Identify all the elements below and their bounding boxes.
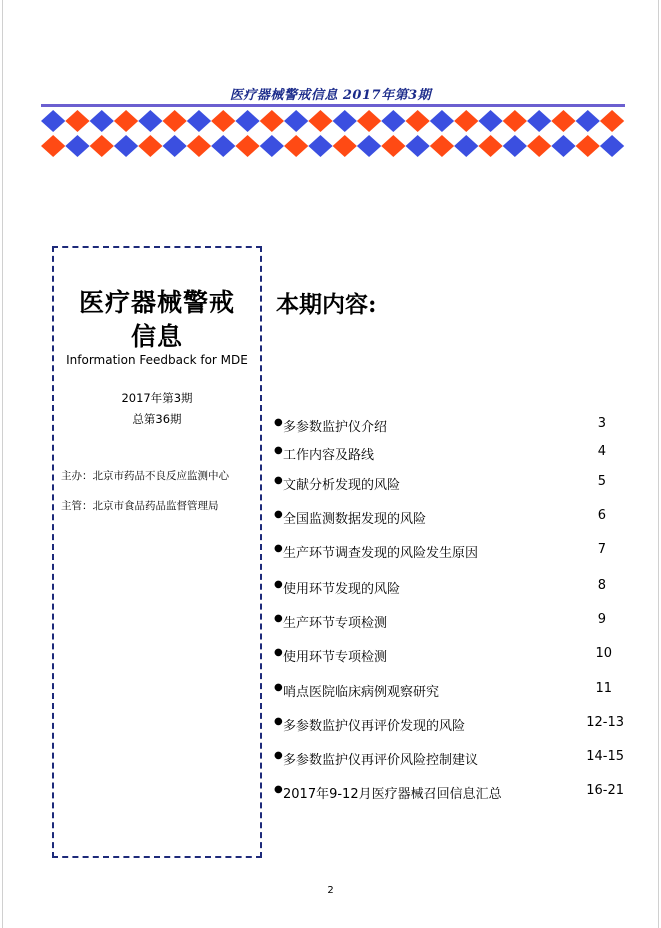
bullet-icon: ● xyxy=(274,475,283,486)
bullet-icon: ● xyxy=(274,784,283,795)
diamond-shape xyxy=(503,110,527,132)
diamond-shape xyxy=(381,110,405,132)
diamond-shape xyxy=(381,135,405,157)
toc-item-page: 6 xyxy=(597,508,606,523)
diamond-shape xyxy=(406,110,430,132)
bullet-icon: ● xyxy=(274,509,283,520)
toc-item[interactable] xyxy=(274,444,604,464)
toc-item[interactable] xyxy=(274,749,624,769)
publication-title-line2: 信息 xyxy=(130,322,183,351)
toc-item-label: 生产环节专项检测 xyxy=(283,616,388,631)
diamond-shape xyxy=(600,110,624,132)
diamond-shape xyxy=(163,110,187,132)
toc-item-page: 8 xyxy=(597,578,606,593)
diamond-shape xyxy=(576,135,600,157)
toc-item-label: 多参数监护仪介绍 xyxy=(283,420,388,435)
publication-title-line1: 医疗器械警戒 xyxy=(78,288,235,317)
toc-item[interactable] xyxy=(274,578,604,598)
bullet-icon: ● xyxy=(274,417,283,428)
toc-item-label: 文献分析发现的风险 xyxy=(283,478,401,493)
diamond-shape xyxy=(90,110,114,132)
toc-item-page: 4 xyxy=(597,444,606,459)
toc-item-page: 7 xyxy=(597,542,606,557)
diamond-shape xyxy=(527,110,551,132)
diamond-shape xyxy=(333,135,357,157)
issue-number: 2017年第3期 xyxy=(121,391,193,405)
bullet-icon: ● xyxy=(274,613,283,624)
toc-item-page: 11 xyxy=(595,681,612,696)
toc-item[interactable] xyxy=(274,715,624,735)
running-header-title: 医疗器械警戒信息 2017年第3期 xyxy=(229,88,432,103)
diamond-shape xyxy=(138,110,162,132)
toc-item-page: 16-21 xyxy=(586,783,624,798)
diamond-shape xyxy=(308,135,332,157)
toc-item-page: 10 xyxy=(595,646,612,661)
toc-item-label: 多参数监护仪再评价风险控制建议 xyxy=(283,753,479,768)
diamond-shape xyxy=(357,110,381,132)
diamond-shape xyxy=(90,135,114,157)
header-rule xyxy=(41,104,625,107)
diamond-shape xyxy=(187,110,211,132)
diamond-shape xyxy=(163,135,187,157)
diamond-shape xyxy=(41,135,65,157)
bullet-icon: ● xyxy=(274,647,283,658)
bullet-icon: ● xyxy=(274,716,283,727)
toc-item-label: 哨点医院临床病例观察研究 xyxy=(283,685,440,700)
toc-item[interactable] xyxy=(274,542,604,562)
page-edge-left xyxy=(2,0,3,928)
diamond-shape xyxy=(235,135,259,157)
diamond-shape xyxy=(138,135,162,157)
diamond-shape xyxy=(333,110,357,132)
toc-item[interactable] xyxy=(274,681,612,701)
diamond-shape xyxy=(551,135,575,157)
toc-item[interactable] xyxy=(274,416,604,436)
diamond-shape xyxy=(454,110,478,132)
toc-item-label: 多参数监护仪再评价发现的风险 xyxy=(283,719,466,734)
diamond-shape xyxy=(260,135,284,157)
diamond-shape xyxy=(576,110,600,132)
toc-item-label: 使用环节专项检测 xyxy=(283,650,388,665)
toc-item[interactable] xyxy=(274,508,604,528)
bullet-icon: ● xyxy=(274,445,283,456)
toc-item[interactable] xyxy=(274,612,604,632)
bullet-icon: ● xyxy=(274,543,283,554)
bullet-icon: ● xyxy=(274,750,283,761)
diamond-shape xyxy=(551,110,575,132)
toc-item-label: 全国监测数据发现的风险 xyxy=(283,512,427,527)
toc-item[interactable] xyxy=(274,646,612,666)
diamond-shape xyxy=(114,135,138,157)
diamond-shape xyxy=(284,135,308,157)
toc-item-label: 2017年9-12月医疗器械召回信息汇总 xyxy=(283,787,502,802)
diamond-shape xyxy=(600,135,624,157)
diamond-shape xyxy=(211,110,235,132)
supervisor-text: 主管：北京市食品药品监督管理局 xyxy=(61,500,219,512)
bullet-icon: ● xyxy=(274,682,283,693)
toc-item-label: 使用环节发现的风险 xyxy=(283,582,401,597)
toc-item-label: 生产环节调查发现的风险发生原因 xyxy=(283,546,479,561)
diamond-shape xyxy=(235,110,259,132)
diamond-shape xyxy=(187,135,211,157)
publication-subtitle: Information Feedback for MDE xyxy=(66,353,248,367)
toc-item-label: 工作内容及路线 xyxy=(283,448,375,463)
diamond-shape xyxy=(430,110,454,132)
diamond-shape xyxy=(454,135,478,157)
toc-item[interactable] xyxy=(274,783,624,803)
bullet-icon: ● xyxy=(274,579,283,590)
diamond-shape xyxy=(478,110,502,132)
total-issue-number: 总第36期 xyxy=(132,412,182,426)
diamond-shape xyxy=(406,135,430,157)
page-edge-right xyxy=(658,0,659,928)
toc-item-page: 3 xyxy=(597,416,606,431)
organizer-text: 主办：北京市药品不良反应监测中心 xyxy=(61,470,229,482)
diamond-shape xyxy=(527,135,551,157)
toc-item-page: 14-15 xyxy=(586,749,624,764)
toc-item-page: 12-13 xyxy=(586,715,624,730)
diamond-shape xyxy=(357,135,381,157)
diamond-shape xyxy=(65,110,89,132)
toc-item-page: 9 xyxy=(597,612,606,627)
decorative-diamond-band xyxy=(41,110,625,158)
diamond-shape xyxy=(65,135,89,157)
diamond-shape xyxy=(308,110,332,132)
page-number: 2 xyxy=(327,885,334,896)
diamond-shape xyxy=(284,110,308,132)
diamond-shape xyxy=(478,135,502,157)
diamond-shape xyxy=(503,135,527,157)
toc-item-page: 5 xyxy=(597,474,606,489)
diamond-shape xyxy=(41,110,65,132)
diamond-shape xyxy=(211,135,235,157)
toc-item[interactable] xyxy=(274,474,604,494)
diamond-shape xyxy=(114,110,138,132)
diamond-shape xyxy=(430,135,454,157)
diamond-shape xyxy=(260,110,284,132)
toc-heading: 本期内容: xyxy=(276,291,377,318)
